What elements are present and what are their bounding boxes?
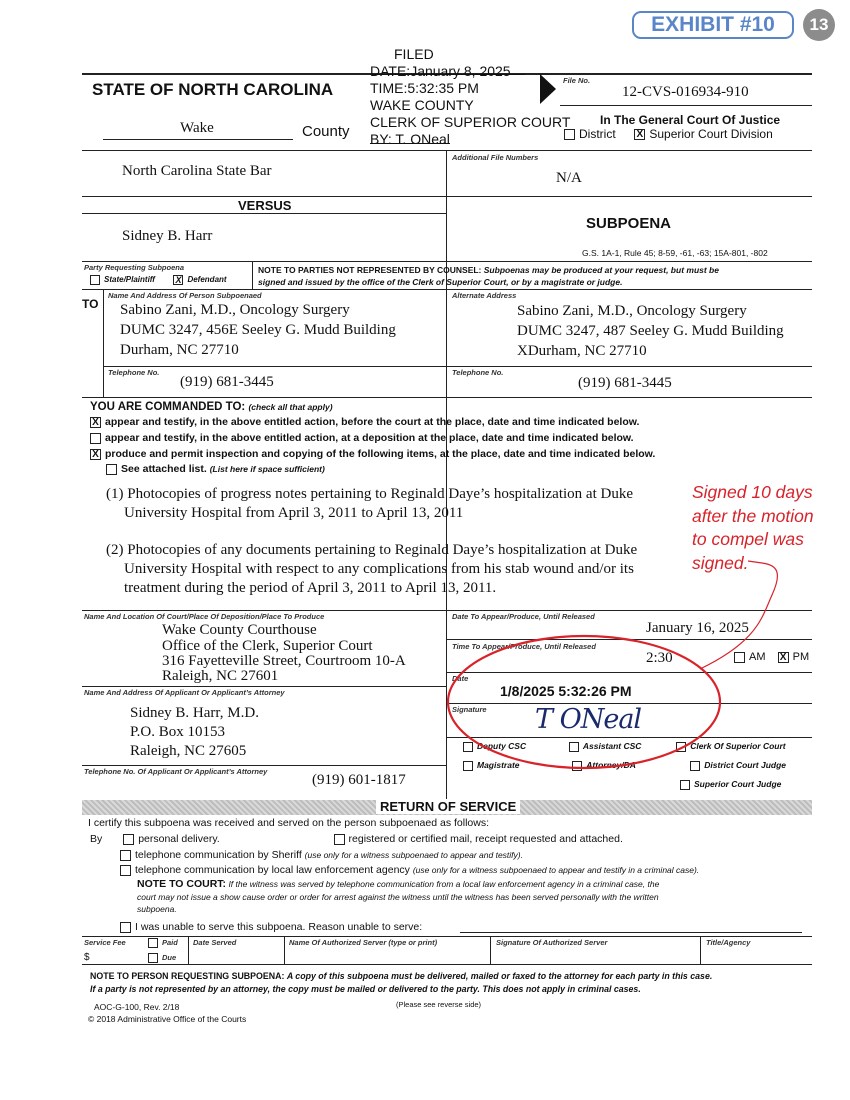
- division-row: District X Superior Court Division: [564, 127, 773, 141]
- to-label: TO: [82, 297, 99, 311]
- requesting-label: Party Requesting Subpoena: [84, 263, 185, 272]
- unrepresented-notice: NOTE TO PARTIES NOT REPRESENTED BY COUNSEL: Subpoenas may be produced at your request, but must be: [258, 265, 719, 275]
- alternate-line2: DUMC 3247, 487 Seeley G. Mudd Building: [517, 323, 784, 339]
- court-title: In The General Court Of Justice: [600, 113, 781, 127]
- date-served-label: Date Served: [193, 938, 237, 947]
- sheriff-checkbox[interactable]: [120, 850, 131, 861]
- applicant-line2: P.O. Box 10153: [130, 724, 226, 740]
- note-to-court-2: court may not issue a show cause order or order for arrest against the witness until the witness has been served personally with the written: [137, 892, 659, 902]
- date-appear-label: Date To Appear/Produce, Until Released: [452, 612, 595, 621]
- subpoenaed-line1: Sabino Zani, M.D., Oncology Surgery: [120, 302, 350, 318]
- commanded-title: YOU ARE COMMANDED TO: (check all that apply): [90, 401, 333, 413]
- subpoenaed-line2: DUMC 3247, 456E Seeley G. Mudd Building: [120, 322, 396, 338]
- signature-label: Signature: [452, 705, 487, 714]
- unable-row: I was unable to serve this subpoena. Reason unable to serve:: [120, 921, 422, 933]
- commanded-top-line: [82, 397, 812, 398]
- item-2-line-b: University Hospital with respect to any complications from his stab wound and/or its: [124, 561, 634, 577]
- attached-list-checkbox[interactable]: [106, 464, 117, 475]
- unable-checkbox[interactable]: [120, 922, 131, 933]
- county-name: Wake: [180, 120, 214, 136]
- red-ellipse-highlight: [440, 630, 730, 780]
- return-certify: I certify this subpoena was received and served on the person subpoenaed as follows:: [88, 817, 489, 829]
- exhibit-label: EXHIBIT #10: [632, 11, 794, 39]
- requesting-options: State/Plaintiff X Defendant: [90, 275, 227, 285]
- to-divider: [103, 290, 104, 397]
- date-appear: January 16, 2025: [646, 620, 749, 636]
- versus-label: VERSUS: [238, 198, 292, 213]
- place-label: Name And Location Of Court/Place Of Deposition/Place To Produce: [84, 612, 325, 621]
- header-bottom-line: [82, 150, 812, 151]
- time-appear: 2:30: [646, 650, 673, 666]
- stamp-strike-2: [370, 143, 450, 144]
- defendant-checkbox[interactable]: X: [175, 275, 182, 285]
- county-line: [103, 139, 293, 140]
- person-subpoenaed-label: Name And Address Of Person Subpoenaed: [108, 291, 262, 300]
- copyright: © 2018 Administrative Office of the Courts: [88, 1014, 247, 1024]
- appear-deposition-checkbox[interactable]: [90, 433, 101, 444]
- appear-court-checkbox[interactable]: X: [90, 417, 101, 428]
- stamp-strike-1: [370, 74, 525, 75]
- state-title: STATE OF NORTH CAROLINA: [92, 80, 334, 99]
- issue-date-label: Date: [452, 674, 469, 683]
- return-by-row: By personal delivery. registered or certified mail, receipt requested and attached.: [90, 833, 623, 845]
- pm-checkbox[interactable]: X: [778, 652, 789, 663]
- form-number: AOC-G-100, Rev. 2/18: [94, 1002, 180, 1012]
- applicant-line1: Sidney B. Harr, M.D.: [130, 705, 259, 721]
- file-no-line: [560, 105, 812, 106]
- plaintiff-line: [82, 196, 446, 197]
- alternate-line1: Sabino Zani, M.D., Oncology Surgery: [517, 303, 747, 319]
- item-1-line-b: University Hospital from April 3, 2011 to April 13, 2011: [124, 505, 464, 521]
- table-div-1: [188, 936, 189, 964]
- am-pm-options: AM X PM: [734, 651, 809, 663]
- reverse-side-note: (Please see reverse side): [396, 1000, 482, 1009]
- sheriff-row: telephone communication by Sheriff (use only for a witness subpoenaed to appear and testify).: [120, 849, 523, 861]
- command-option-3: X produce and permit inspection and copying of the following items, at the place, date and time indicated below.: [90, 448, 655, 460]
- file-no-label: File No.: [563, 76, 591, 85]
- subpoenaed-line3: Durham, NC 27710: [120, 342, 239, 358]
- handwritten-annotation: Signed 10 days after the motion to compel was signed.: [692, 482, 814, 573]
- item-2-line-c: treatment during the period of April 3, 2011 to April 13, 2011.: [124, 580, 497, 596]
- alternate-line3: XDurham, NC 27710: [517, 343, 647, 359]
- local-agency-checkbox[interactable]: [120, 865, 131, 876]
- personal-delivery-checkbox[interactable]: [123, 834, 134, 845]
- unable-reason-line: [460, 932, 802, 933]
- tel-label: Telephone No.: [108, 368, 160, 377]
- superior-judge-checkbox[interactable]: [680, 780, 690, 790]
- applicant-tel-label: Telephone No. Of Applicant Or Applicant’s Attorney: [84, 767, 268, 776]
- service-table-top: [82, 936, 812, 937]
- state-plaintiff-checkbox[interactable]: [90, 275, 100, 285]
- service-fee-dollar: $: [84, 952, 90, 963]
- subpoenaed-tel: (919) 681-3445: [180, 374, 274, 390]
- right-header-line: [446, 196, 812, 197]
- item-2-line-a: (2) Photocopies of any documents pertaining to Reginald Daye’s hospitalization at Duke: [106, 542, 638, 558]
- county-label: County: [302, 123, 350, 140]
- applicant-tel: (919) 601-1817: [312, 772, 406, 788]
- place-line3: 316 Fayetteville Street, Courtroom 10-A: [162, 653, 406, 669]
- plaintiff-name: North Carolina State Bar: [122, 163, 272, 179]
- page-number-badge: 13: [803, 9, 835, 41]
- return-title: RETURN OF SERVICE: [376, 799, 520, 814]
- applicant-line3: Raleigh, NC 27605: [130, 743, 247, 759]
- server-name-label: Name Of Authorized Server (type or print): [289, 938, 438, 947]
- footer-note: NOTE TO PERSON REQUESTING SUBPOENA: A copy of this subpoena must be delivered, mailed or faxed to the attorney for each party in this case.: [90, 971, 713, 981]
- due-checkbox[interactable]: [148, 953, 158, 963]
- place-line2: Office of the Clerk, Superior Court: [162, 638, 373, 654]
- time-appear-label: Time To Appear/Produce, Until Released: [452, 642, 596, 651]
- service-table-bottom: [82, 964, 812, 965]
- title-agency-label: Title/Agency: [706, 938, 751, 947]
- produce-checkbox[interactable]: X: [90, 449, 101, 460]
- center-divider: [446, 150, 447, 610]
- table-div-3: [490, 936, 491, 964]
- local-agency-row: telephone communication by local law enforcement agency (use only for a witness subpoenaed to appear and testify in a criminal case).: [120, 864, 699, 876]
- statute-citation: G.S. 1A-1, Rule 45; 8-59, -61, -63; 15A-801, -802: [582, 248, 768, 258]
- superior-checkbox[interactable]: X: [634, 129, 645, 140]
- table-div-4: [700, 936, 701, 964]
- applicant-tel-line: [82, 765, 446, 766]
- server-signature-label: Signature Of Authorized Server: [496, 938, 608, 947]
- issuer-options-row3: Superior Court Judge: [680, 779, 781, 790]
- applicant-top-line: [82, 686, 446, 687]
- note-to-court: NOTE TO COURT: If the witness was served by telephone communication from a local law enforcement agency in a criminal case, the: [137, 878, 660, 890]
- item-1-line-a: (1) Photocopies of progress notes pertaining to Reginald Daye’s hospitalization at Duke: [106, 486, 633, 502]
- applicant-label: Name And Address Of Applicant Or Applicant’s Attorney: [84, 688, 285, 697]
- versus-line: [82, 213, 446, 214]
- note-to-court-3: subpoena.: [137, 904, 177, 914]
- alternate-address-label: Alternate Address: [452, 291, 517, 300]
- defendant-name: Sidney B. Harr: [122, 228, 213, 244]
- alt-tel-label: Telephone No.: [452, 368, 504, 377]
- paid-row: Paid: [148, 938, 178, 948]
- issuer-options-row1: Deputy CSC Assistant CSC Clerk Of Superior Court: [463, 741, 786, 752]
- unrepresented-notice-2: signed and issued by the office of the Clerk of Superior Court, or by a magistrate or judge.: [258, 277, 623, 287]
- additional-file-value: N/A: [556, 170, 582, 186]
- command-option-1: X appear and testify, in the above entitled action, before the court at the place, date and time indicated below.: [90, 416, 639, 428]
- table-div-2: [284, 936, 285, 964]
- issuer-options-row2: Magistrate Attorney/DA District Court Judge: [463, 760, 786, 771]
- due-row: Due: [148, 953, 176, 963]
- footer-note-2: If a party is not represented by an attorney, the copy must be mailed or delivered to the party. This does not apply in criminal cases.: [90, 984, 641, 994]
- file-no: 12-CVS-016934-910: [622, 84, 749, 100]
- filed-stamp: FILED DATE:January 8, 2025 TIME:5:32:35 PM WAKE COUNTY CLERK OF SUPERIOR COURT BY: T. ONeal: [370, 46, 571, 147]
- registered-mail-checkbox[interactable]: [334, 834, 345, 845]
- place-line4: Raleigh, NC 27601: [162, 668, 279, 684]
- place-line1: Wake County Courthouse: [162, 622, 317, 638]
- alternate-tel: (919) 681-3445: [578, 375, 672, 391]
- issue-date: 1/8/2025 5:32:26 PM: [500, 683, 632, 699]
- command-option-2: appear and testify, in the above entitled action, at a deposition at the place, date and time indicated below.: [90, 432, 634, 444]
- paid-checkbox[interactable]: [148, 938, 158, 948]
- service-fee-label: Service Fee: [84, 938, 126, 947]
- red-arrow-line: [690, 555, 790, 675]
- requesting-divider: [252, 262, 253, 289]
- tel-line: [103, 366, 812, 367]
- clerk-signature: T ONeal: [535, 704, 642, 735]
- additional-file-label: Additional File Numbers: [452, 153, 539, 162]
- to-top-line: [82, 289, 812, 290]
- attached-list-row: See attached list. (List here if space sufficient): [106, 463, 325, 475]
- document-title: SUBPOENA: [586, 215, 672, 232]
- party-line: [82, 261, 812, 262]
